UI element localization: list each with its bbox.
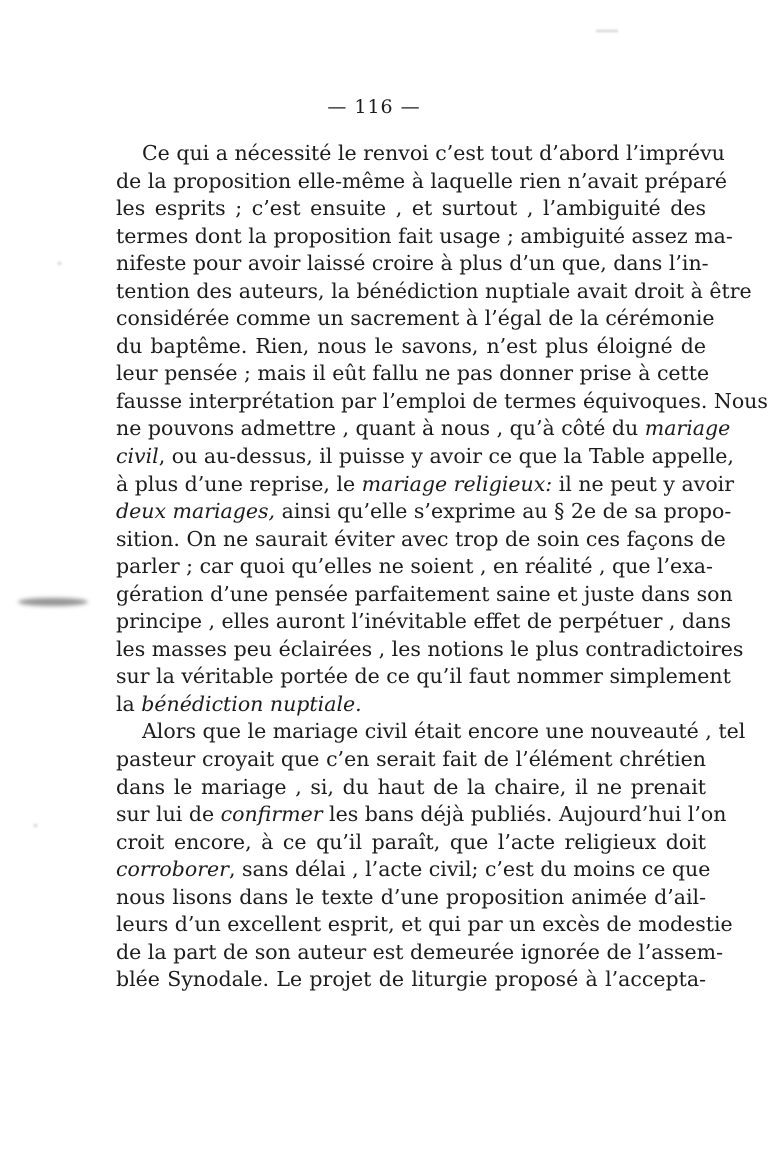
- text-line: [116, 168, 728, 196]
- text-line: [116, 718, 746, 746]
- italic-text: deux mariages,: [116, 499, 276, 524]
- text-line: [116, 636, 744, 664]
- text-line: [116, 443, 734, 471]
- text-segment: , sans délai , l’acte civil; c’est du moins ce que: [228, 857, 711, 882]
- text-segment: leurs d’un excellent esprit, et qui par un excès de modestie: [116, 912, 733, 937]
- scan-mark: [34, 824, 37, 827]
- text-segment: fausse interprétation par l’emploi de termes équivoques. Nous: [116, 388, 768, 413]
- text-segment: croit encore, à ce qu’il paraît, que l’acte religieux doit: [116, 829, 706, 854]
- text-line: [116, 608, 731, 636]
- text-segment: gération d’une pensée parfaitement saine et juste dans son: [116, 581, 733, 606]
- text-line: [116, 966, 706, 994]
- text-segment: les esprits ; c’est ensuite , et surtout , l’ambiguité des: [116, 196, 706, 221]
- text-segment: Ce qui a nécessité le renvoi c’est tout d’abord l’imprévu: [142, 141, 725, 165]
- text-segment: blée Synodale. Le projet de liturgie proposé à l’accepta-: [116, 967, 706, 992]
- text-segment: nous lisons dans le texte d’une proposition animée d’ail-: [116, 884, 706, 909]
- text-segment: pasteur croyait que c’en serait fait de l’élément chrétien: [116, 747, 706, 772]
- text-segment: principe , elles auront l’inévitable effet de perpétuer , dans: [116, 609, 731, 634]
- text-line: [116, 663, 731, 691]
- text-segment: de la proposition elle-même à laquelle rien n’avait préparé: [116, 168, 728, 193]
- text-segment: sur la véritable portée de ce qu’il faut nommer simplement: [116, 664, 731, 689]
- text-line: [116, 498, 732, 526]
- text-line: [116, 195, 706, 223]
- text-line: [116, 553, 713, 581]
- text-segment: sur lui de: [116, 802, 221, 827]
- text-segment: du baptême. Rien, nous le savons, n’est plus éloigné de: [116, 333, 706, 358]
- italic-text: mariage: [644, 416, 731, 441]
- text-segment: il ne peut y avoir: [552, 471, 735, 496]
- text-line: [116, 884, 706, 912]
- scan-mark: [58, 262, 61, 265]
- text-segment: dans le mariage , si, du haut de la chaire, il ne prenait: [116, 774, 706, 799]
- page-number: — 116 —: [327, 96, 421, 118]
- text-line: [116, 746, 706, 774]
- text-segment: ainsi qu’elle s’exprime au § 2e de sa propo-: [275, 499, 732, 524]
- italic-text: corroborer: [116, 857, 229, 882]
- text-segment: considérée comme un sacrement à l’égal de la cérémonie: [116, 306, 715, 331]
- text-segment: les bans déjà publiés. Aujourd’hui l’on: [322, 802, 727, 827]
- text-line: [116, 911, 733, 939]
- scan-mark: [596, 30, 618, 32]
- text-segment: termes dont la proposition fait usage ; ambiguité assez ma-: [116, 223, 733, 248]
- text-line: [116, 856, 711, 884]
- text-line: [116, 471, 735, 499]
- italic-text: confirmer: [220, 802, 323, 827]
- text-line: [116, 305, 715, 333]
- text-segment: nifeste pour avoir laissé croire à plus d’un que, dans l’in-: [116, 251, 709, 276]
- text-segment: , ou au-dessus, il puisse y avoir ce que la Table appelle,: [158, 444, 734, 469]
- italic-text: civil: [116, 444, 159, 469]
- text-line: [116, 388, 768, 416]
- text-segment: parler ; car quoi qu’elles ne soient , en réalité , que l’exa-: [116, 554, 713, 579]
- text-segment: de la part de son auteur est demeurée ignorée de l’assem-: [116, 939, 724, 964]
- body-text: [116, 140, 768, 994]
- text-line: [116, 278, 752, 306]
- text-segment: la: [116, 691, 142, 716]
- text-line: [116, 223, 733, 251]
- paragraph: [116, 718, 746, 993]
- text-segment: sition. On ne saurait éviter avec trop de soin ces façons de: [116, 526, 726, 551]
- text-line: [116, 939, 724, 967]
- paragraph: [116, 140, 768, 718]
- text-segment: les masses peu éclairées , les notions le plus contradictoires: [116, 636, 744, 661]
- text-line: [116, 360, 710, 388]
- text-line: [116, 250, 709, 278]
- text-line: [116, 691, 706, 719]
- text-segment: Alors que le mariage civil était encore une nouveauté , tel: [142, 719, 746, 744]
- text-line: [116, 140, 725, 168]
- text-segment: tention des auteurs, la bénédiction nuptiale avait droit à être: [116, 278, 752, 303]
- text-segment: ne pouvons admettre , quant à nous , qu’à côté du: [116, 416, 645, 441]
- text-line: [116, 333, 706, 361]
- text-line: [116, 526, 726, 554]
- text-segment: à plus d’une reprise, le: [116, 471, 362, 496]
- scan-smudge: [18, 598, 88, 606]
- italic-text: mariage religieux:: [361, 471, 553, 496]
- text-line: [116, 774, 706, 802]
- italic-text: bénédiction nuptiale.: [141, 691, 362, 716]
- text-line: [116, 581, 733, 609]
- text-line: [116, 829, 706, 857]
- text-line: [116, 801, 727, 829]
- text-line: [116, 415, 731, 443]
- text-segment: leur pensée ; mais il eût fallu ne pas donner prise à cette: [116, 361, 710, 386]
